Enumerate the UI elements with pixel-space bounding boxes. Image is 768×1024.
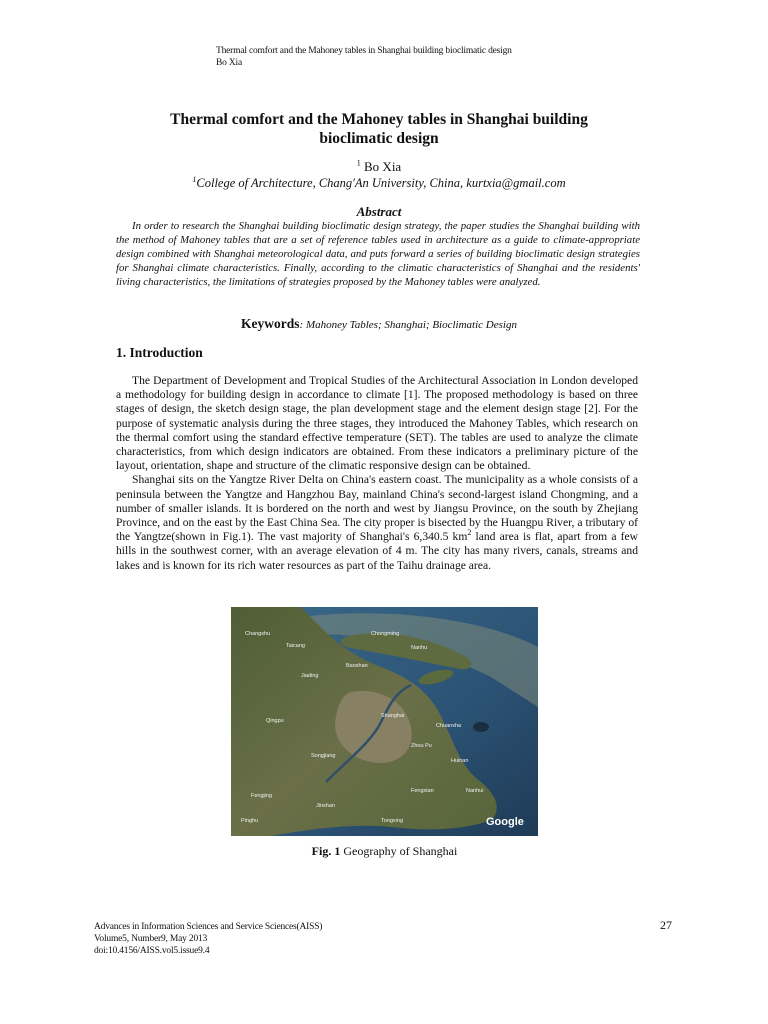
label-huinan: Huinan xyxy=(451,758,469,764)
introduction-paragraph-2 xyxy=(116,473,638,572)
author-line xyxy=(100,159,658,175)
footer-doi: doi:10.4156/AISS.vol5.issue9.4 xyxy=(94,946,210,956)
label-taicang: Taicang xyxy=(286,643,305,649)
abstract-text: In order to research the Shanghai building bioclimatic design strategy, the paper studies the Shanghai building with the method of Mahoney tables that are a set of reference tables used in architecture as a guide to climate-appropriate design combined with Shanghai meteorological data, and puts forward a series of building bioclimatic design strategies for Shanghai climate characteristics. Finally, according to the climatic characteristics of Shanghai and the residents' living characteristics, the limitations of strategies proposed by the Mahoney tables were analyzed. xyxy=(116,220,640,288)
paper-title-line-1: Thermal comfort and the Mahoney tables in Shanghai building xyxy=(170,111,588,128)
label-chongming: Chongming xyxy=(371,631,400,637)
figure-caption-label: Fig. 1 xyxy=(311,844,341,858)
affiliation-line xyxy=(100,175,658,191)
author-superscript: 1 xyxy=(356,158,361,168)
paper-title xyxy=(100,110,658,148)
abstract-heading: Abstract xyxy=(356,204,402,219)
section-heading-introduction: 1. Introduction xyxy=(116,345,203,360)
keywords-value: : Mahoney Tables; Shanghai; Bioclimatic Design xyxy=(299,319,517,331)
label-jiading: Jiading xyxy=(301,673,319,679)
figure-caption xyxy=(231,844,538,859)
label-pinghu: Pinghu xyxy=(241,818,259,824)
footer xyxy=(94,921,322,957)
keywords-label: Keywords xyxy=(241,316,300,331)
running-header-author: Bo Xia xyxy=(216,58,242,68)
keywords-line xyxy=(100,316,658,332)
running-header-title: Thermal comfort and the Mahoney tables in Shanghai building bioclimatic design xyxy=(216,46,512,56)
google-watermark: Google xyxy=(486,816,524,828)
label-songjiang: Songjiang xyxy=(311,753,336,759)
satellite-map-image xyxy=(231,607,538,836)
affiliation-superscript: 1 xyxy=(192,174,197,184)
label-baoshan: Baoshan xyxy=(346,663,368,669)
running-header xyxy=(216,45,512,69)
paragraph-2-part-a: Shanghai sits on the Yangtze River Delta on China's eastern coast. The municipality as a whole consists of a peninsula between the Yangtze and Hangzhou Bay, mainland China's second-largest island Chongming, and a number of smaller islands. It is bordered on the north and west by Jiangsu Province, on the south by Zhejiang Province, and on the east by the East China Sea. The city proper is bisected by the Huangpu River, a tributary of the Yangtze(shown in Fig.1). The vast majority of Shanghai's 6,340.5 km xyxy=(116,473,638,544)
label-chuansha: Chuansha xyxy=(436,723,462,729)
paper-title-line-2: bioclimatic design xyxy=(319,130,439,147)
label-fengjing: Fengjing xyxy=(251,793,273,799)
figure-satellite-map xyxy=(231,607,538,836)
label-tongxing: Tongxing xyxy=(381,818,404,824)
author-name: Bo Xia xyxy=(360,159,402,174)
label-nanhui: Nanhui xyxy=(466,788,484,794)
km2-superscript: 2 xyxy=(467,528,472,538)
label-jinshan: Jinshan xyxy=(316,803,335,809)
label-fengxian: Fengxian xyxy=(411,788,434,794)
small-island xyxy=(473,722,489,732)
page-number: 27 xyxy=(660,918,672,932)
figure-caption-text: Geography of Shanghai xyxy=(340,844,458,858)
label-nanhu: Nanhu xyxy=(411,645,428,651)
label-zhoupu: Zhou Pu xyxy=(411,743,432,749)
paragraph-2-part-b: land area is flat, apart from a few hills in the southwest corner, with an average elevation of 4 m. The city has many rivers, canals, streams and lakes and is known for its rich water resources as part of the Taihu drainage area. xyxy=(116,530,638,572)
footer-volume: Volume5, Number9, May 2013 xyxy=(94,934,208,944)
affiliation-text: College of Architecture, Chang'An University, China, kurtxia@gmail.com xyxy=(196,176,566,190)
label-qingpu: Qingpu xyxy=(266,718,284,724)
label-changshu: Changshu xyxy=(245,631,271,637)
label-shanghai: Shanghai xyxy=(381,713,405,719)
introduction-paragraph-1: The Department of Development and Tropical Studies of the Architectural Association in London developed a methodology for building design in accordance to climate [1]. The proposed methodology is based on three stages of design, the sketch design stage, the plan development stage and the element design stage [2]. For the purpose of systematic analysis during the three stages, they introduced the Mahoney Tables, which research on the thermal comfort using the standard effective temperature (SET). The tables are used to analyze the climate characteristics, from which design indicators are obtained. From these indicators a preliminary picture of the layout, orientation, shape and structure of the climatic responsive design can be obtained. xyxy=(116,374,638,473)
introduction-body xyxy=(116,374,638,573)
footer-journal: Advances in Information Sciences and Service Sciences(AISS) xyxy=(94,922,323,932)
